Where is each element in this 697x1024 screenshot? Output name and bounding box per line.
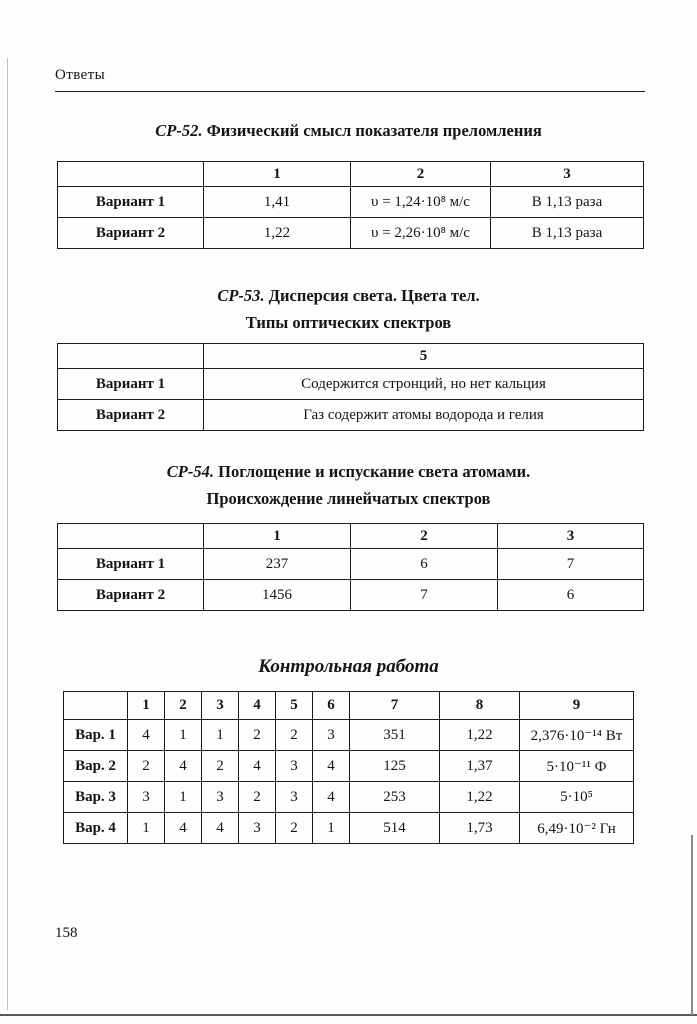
data-cell: 1 [128,813,165,844]
data-cell: 4 [313,751,350,782]
data-cell: В 1,13 раза [491,187,644,218]
column-header: 5 [276,692,313,720]
data-cell: 3 [239,813,276,844]
page-number: 158 [55,925,78,941]
data-cell: 514 [350,813,440,844]
section-title-text: Дисперсия света. Цвета тел. [268,286,480,305]
scan-edge-bottom [0,1014,697,1016]
data-cell: 125 [350,751,440,782]
data-cell: 1,22 [204,218,351,249]
table-row [58,549,644,580]
data-cell: 351 [350,720,440,751]
data-cell: 3 [313,720,350,751]
scan-edge-left [7,58,8,1010]
row-label: Вариант 2 [58,400,204,431]
data-cell: 7 [498,549,644,580]
section-title-text: Поглощение и испускание света атомами. [218,462,531,481]
data-cell: 4 [239,751,276,782]
data-cell: 4 [202,813,239,844]
data-cell: υ = 1,24·10⁸ м/с [351,187,491,218]
row-label: Вар. 3 [64,782,128,813]
data-cell: 3 [128,782,165,813]
scan-edge-right [691,835,693,1015]
data-cell: 253 [350,782,440,813]
data-cell: υ = 2,26·10⁸ м/с [351,218,491,249]
data-cell: 4 [165,813,202,844]
row-label: Вариант 1 [58,549,204,580]
column-header: 5 [204,344,644,369]
data-cell: 2 [276,720,313,751]
data-cell: 1 [165,720,202,751]
section-title-sr52 [30,120,667,141]
data-cell: 1 [165,782,202,813]
header-rule [55,91,645,92]
data-cell: 6 [351,549,498,580]
column-header: 7 [350,692,440,720]
data-cell: Содержится стронций, но нет кальция [204,369,644,400]
row-label: Вар. 4 [64,813,128,844]
sr53-table [57,343,644,431]
data-cell: 5·10⁻¹¹ Ф [520,751,634,782]
table-row [58,580,644,611]
data-cell: 3 [276,751,313,782]
data-cell: 2 [276,813,313,844]
data-cell: В 1,13 раза [491,218,644,249]
table-row [58,187,644,218]
column-header: 1 [204,162,351,187]
data-cell: 1,73 [440,813,520,844]
column-header: 6 [313,692,350,720]
table-row [58,369,644,400]
section-number: СР-53. [217,286,265,305]
sr52-table [57,161,644,249]
section-number: СР-52. [155,121,203,140]
data-cell: 1,22 [440,720,520,751]
section-title-sr53 [30,285,667,306]
data-cell: 2 [239,782,276,813]
data-cell: 7 [351,580,498,611]
row-label: Вариант 1 [58,369,204,400]
data-cell: 1,37 [440,751,520,782]
data-cell: 2,376·10⁻¹⁴ Вт [520,720,634,751]
data-cell: 1,22 [440,782,520,813]
column-header: 3 [202,692,239,720]
table-header-row [58,524,644,549]
row-label: Вар. 1 [64,720,128,751]
corner-cell [58,162,204,187]
section-title-sr53-line2: Типы оптических спектров [245,313,452,332]
data-cell: 237 [204,549,351,580]
data-cell: 6 [498,580,644,611]
table-header-row [58,344,644,369]
data-cell: 2 [128,751,165,782]
control-work-title: Контрольная работа [258,656,439,677]
data-cell: 6,49·10⁻² Гн [520,813,634,844]
data-cell: 3 [276,782,313,813]
data-cell: 4 [165,751,202,782]
column-header: 2 [165,692,202,720]
data-cell: 1456 [204,580,351,611]
column-header: 2 [351,162,491,187]
corner-cell [58,344,204,369]
data-cell: 4 [313,782,350,813]
running-header-text: Ответы [55,67,106,83]
data-cell: 3 [202,782,239,813]
row-label: Вариант 1 [58,187,204,218]
section-title-sr54 [30,461,667,482]
corner-cell [58,524,204,549]
table-row [64,720,634,751]
column-header: 8 [440,692,520,720]
row-label: Вариант 2 [58,580,204,611]
data-cell: 4 [128,720,165,751]
section-number: СР-54. [166,462,214,481]
table-row [58,218,644,249]
data-cell: 1,41 [204,187,351,218]
column-header: 1 [204,524,351,549]
control-work-table [63,691,634,844]
running-header [55,0,697,85]
table-row [64,782,634,813]
section-title-text: Физический смысл показателя преломления [206,121,542,140]
data-cell: Газ содержит атомы водорода и гелия [204,400,644,431]
sr54-table [57,523,644,611]
row-label: Вариант 2 [58,218,204,249]
data-cell: 5·10⁵ [520,782,634,813]
table-row [64,751,634,782]
row-label: Вар. 2 [64,751,128,782]
column-header: 3 [491,162,644,187]
corner-cell [64,692,128,720]
column-header: 4 [239,692,276,720]
data-cell: 1 [313,813,350,844]
column-header: 2 [351,524,498,549]
section-title-sr54-line2: Происхождение линейчатых спектров [206,489,491,508]
column-header: 3 [498,524,644,549]
data-cell: 2 [202,751,239,782]
data-cell: 2 [239,720,276,751]
table-row [64,813,634,844]
table-row [58,400,644,431]
table-header-row [58,162,644,187]
data-cell: 1 [202,720,239,751]
column-header: 9 [520,692,634,720]
table-header-row [64,692,634,720]
column-header: 1 [128,692,165,720]
